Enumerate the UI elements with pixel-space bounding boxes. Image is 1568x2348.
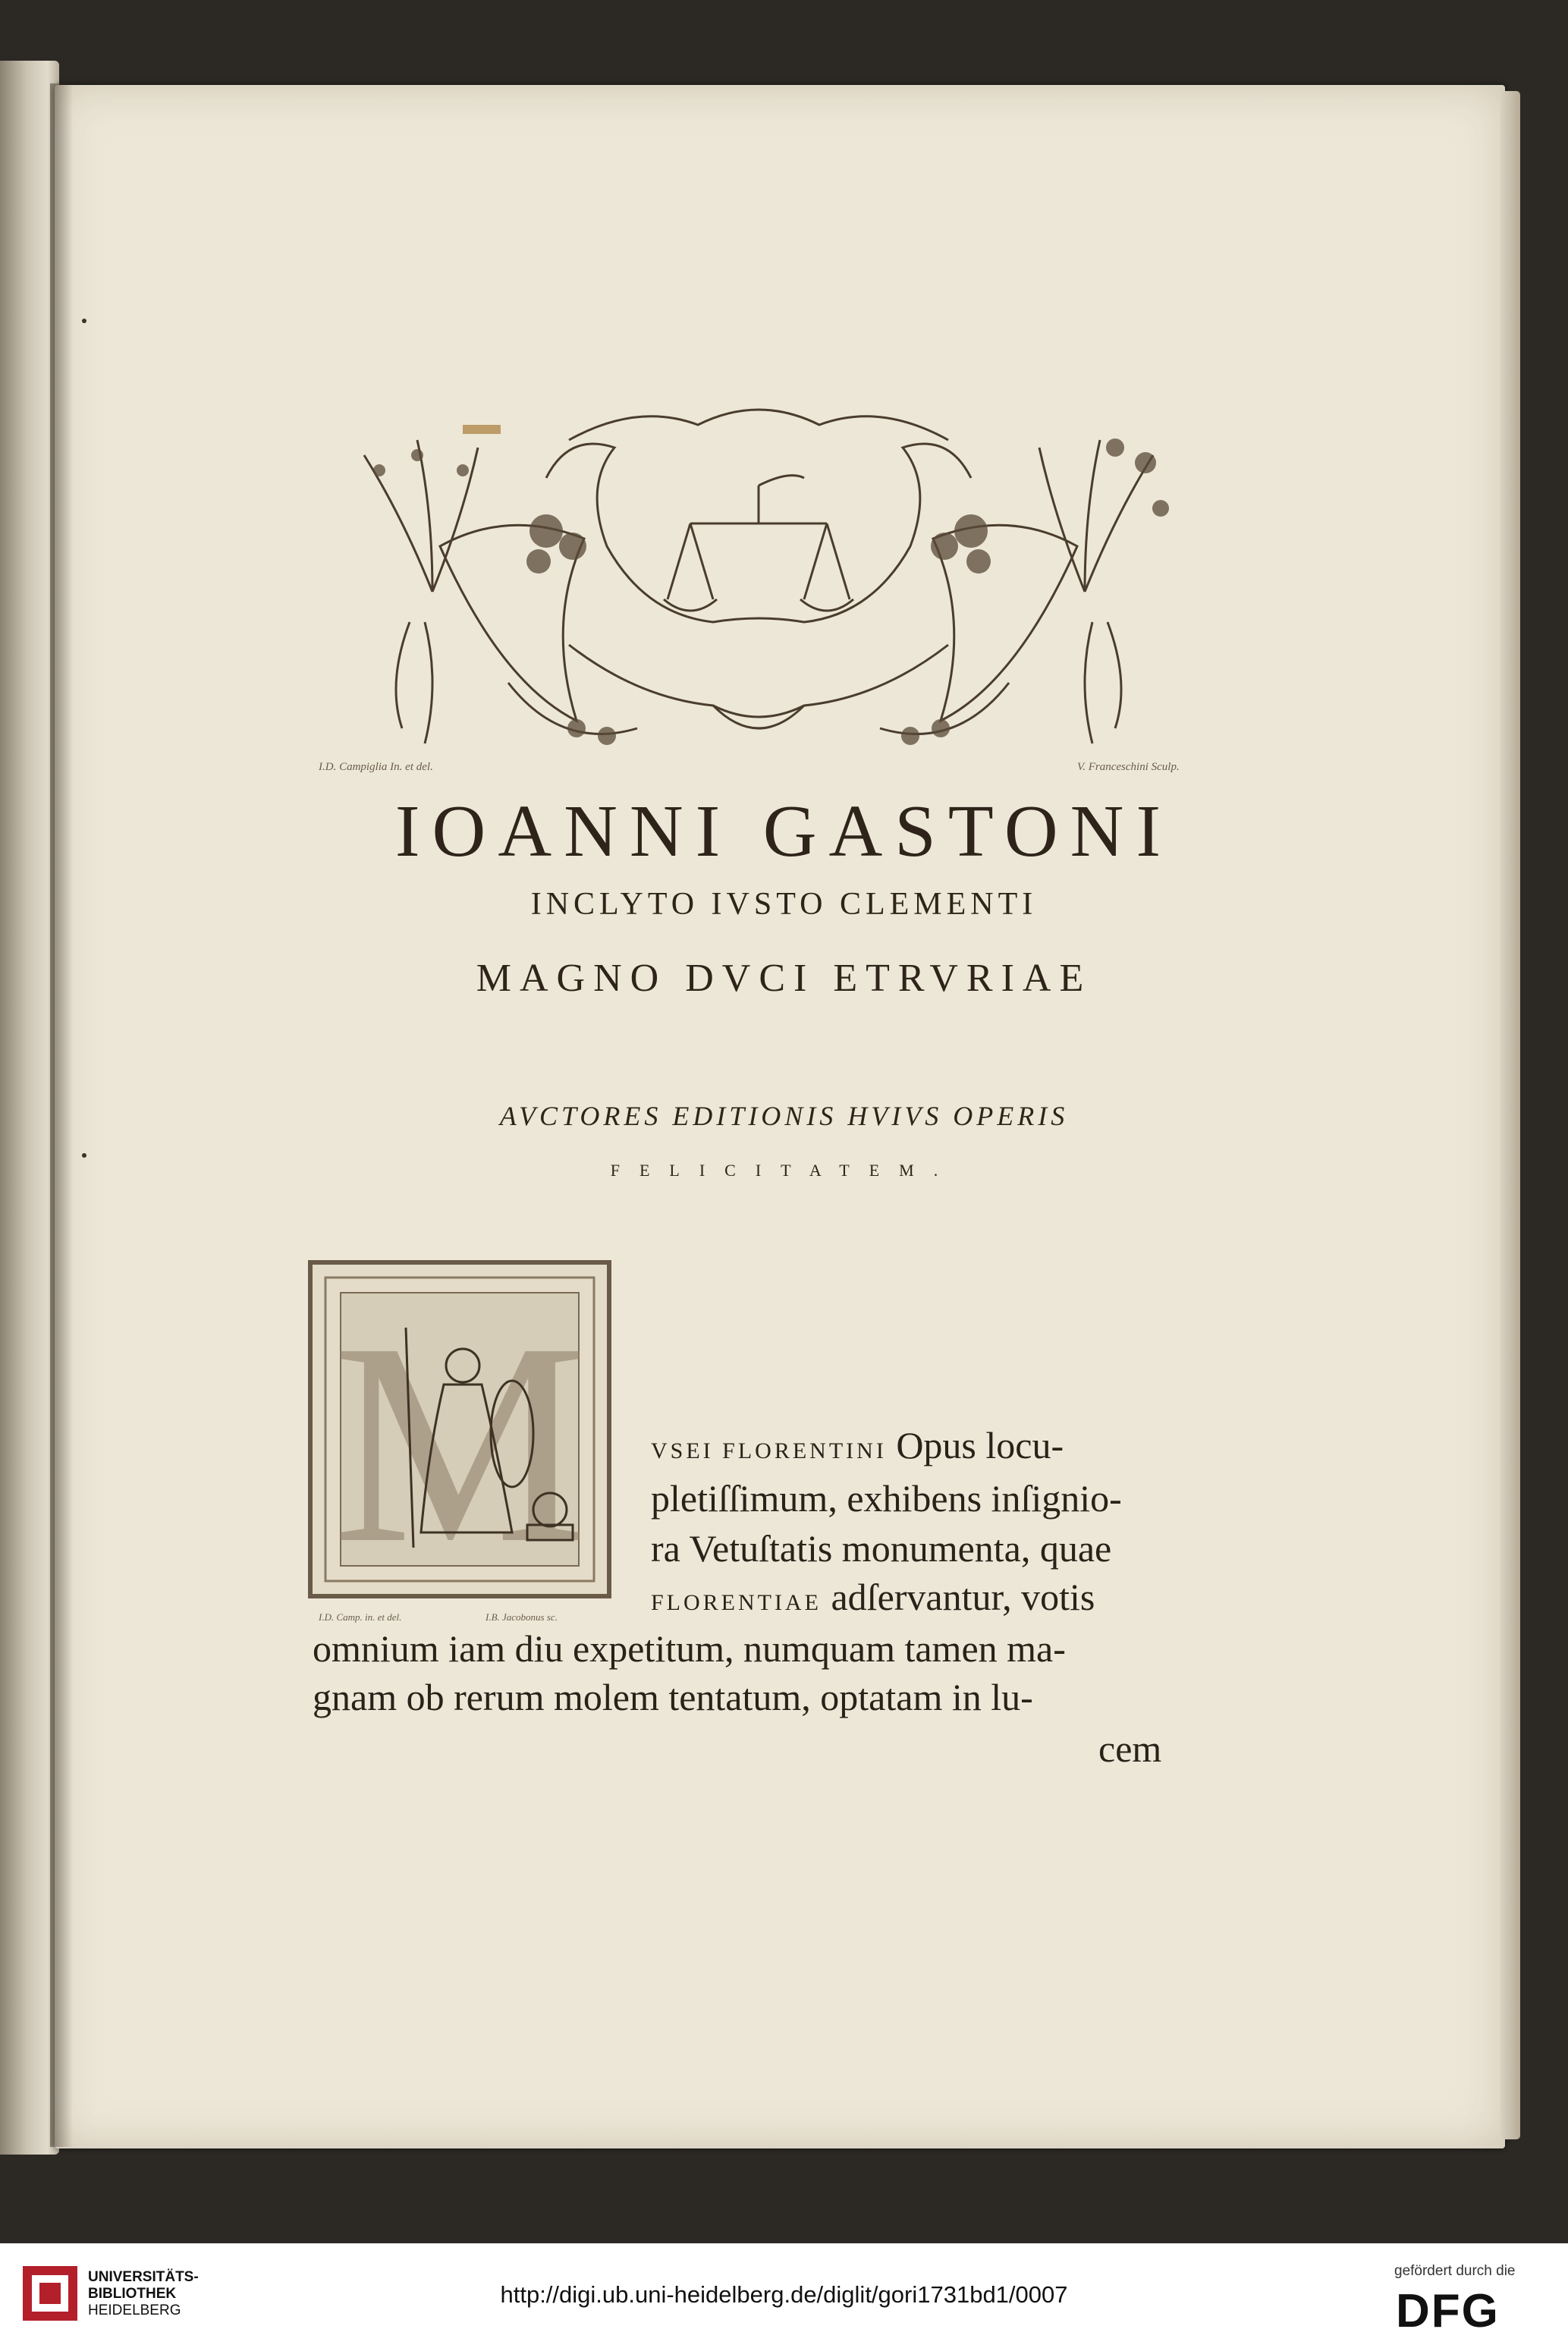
dedication-felicitatem: FELICITATEM.	[610, 1161, 958, 1180]
small-caps-text: FLORENTIAE	[651, 1590, 822, 1615]
paper-speck	[82, 319, 86, 323]
initial-credit-left: I.D. Camp. in. et del.	[319, 1611, 402, 1623]
initial-letter: M	[332, 1284, 588, 1603]
university-line: UNIVERSITÄTS-	[88, 2269, 199, 2285]
funded-by-label: gefördert durch die	[1394, 2263, 1516, 2279]
title-grand-duke: MAGNO DVCI ETRVRIAE	[476, 957, 1092, 1000]
body-line-1	[651, 1426, 1064, 1464]
headpiece-engraving	[319, 394, 1199, 766]
body-text: Opus locu-	[896, 1424, 1064, 1466]
title-main: IOANNI GASTONI	[394, 791, 1174, 872]
decorated-initial	[307, 1259, 612, 1608]
body-line-3: ra Vetuſtatis monumenta, quae	[651, 1527, 1112, 1570]
engraving-credit-left: I.D. Campiglia In. et del.	[319, 761, 433, 773]
title-subtitle: INCLYTO IVSTO CLEMENTI	[530, 887, 1038, 922]
body-line-5: omnium iam diu expetitum, numquam tamen ma-	[313, 1627, 1066, 1670]
small-caps-text: VSEI FLORENTINI	[651, 1438, 887, 1463]
dfg-logo: DFG	[1396, 2285, 1500, 2337]
university-line: BIBLIOTHEK	[88, 2286, 177, 2302]
paper-speck	[82, 1153, 86, 1158]
dedication-line: AVCTORES EDITIONIS HVIVS OPERIS	[499, 1101, 1069, 1131]
body-line-2: pletiſſimum, exhibens inſignio-	[651, 1477, 1122, 1520]
body-line-7-catchword: cem	[1098, 1727, 1162, 1770]
body-line-6: gnam ob rerum molem tentatum, optatam in lu-	[313, 1676, 1033, 1718]
initial-credit-right: I.B. Jacobonus sc.	[485, 1611, 558, 1623]
footer-bar	[0, 2243, 1568, 2348]
permalink-url[interactable]: http://digi.ub.uni-heidelberg.de/diglit/gori1731bd1/0007	[500, 2281, 1068, 2308]
body-line-4	[651, 1578, 1095, 1616]
university-line: HEIDELBERG	[88, 2302, 181, 2318]
body-text: adſervantur, votis	[831, 1576, 1095, 1618]
engraving-credit-right: V. Franceschini Sculp.	[1077, 761, 1180, 773]
